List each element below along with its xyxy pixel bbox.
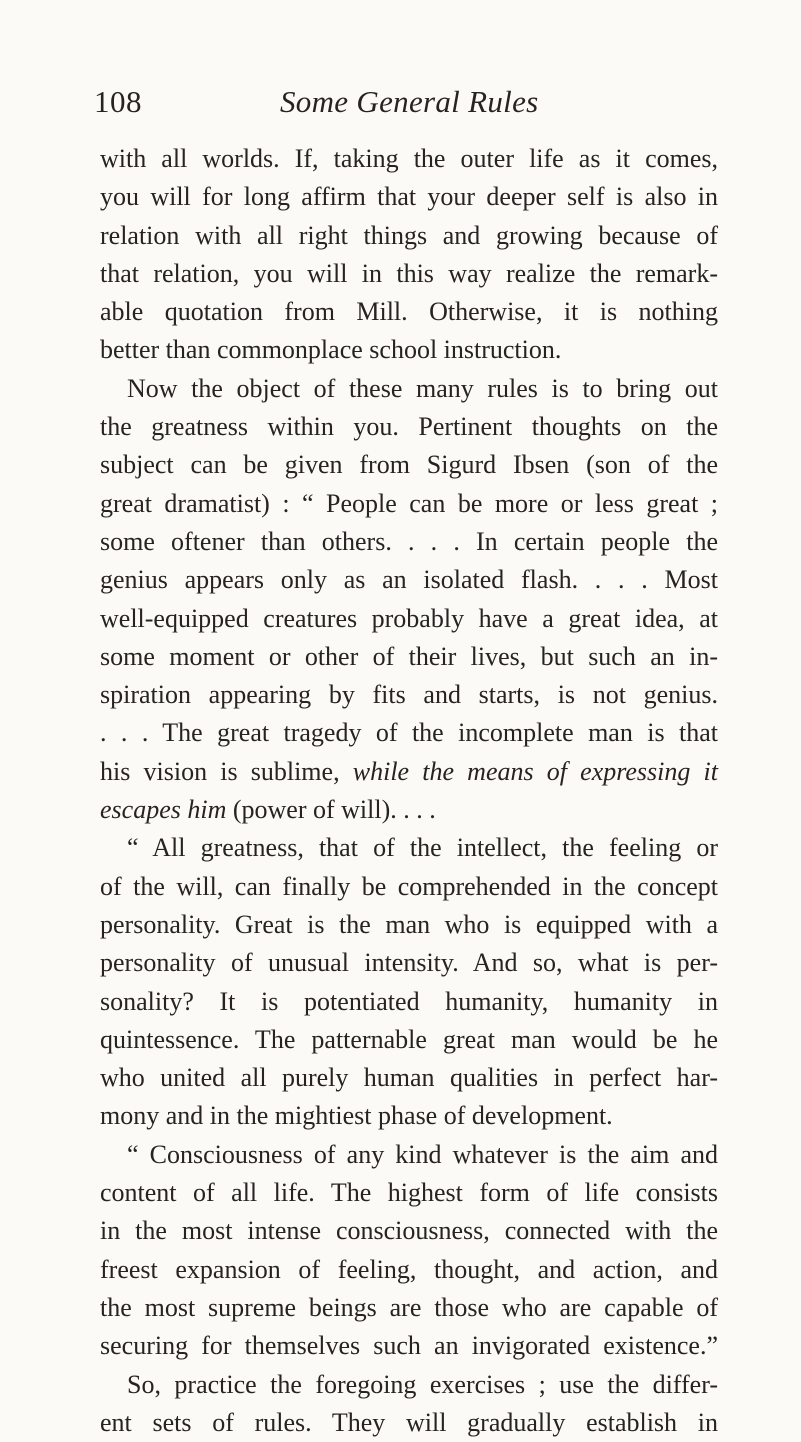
text-line [100, 906, 718, 944]
text-line [100, 293, 718, 331]
text-line [100, 370, 718, 408]
text-line [100, 485, 718, 523]
text-line-content: his vision is sublime, while the means of expressing it [100, 756, 719, 786]
text-line-content: “ All greatness, that of the intellect, the feeling or [127, 833, 718, 863]
text-line-content: securing for themselves such an invigorated existence.” [100, 1331, 718, 1361]
text-line [100, 753, 718, 791]
text-line-content: of the will, can finally be comprehended in the concept [100, 871, 718, 901]
text-line-content: you will for long affirm that your deeper self is also in [100, 182, 718, 212]
text-line-content: ent sets of rules. They will gradually establish in [100, 1407, 718, 1437]
text-line-content: subject can be given from Sigurd Ibsen (son of the [100, 450, 718, 480]
text-line [100, 561, 718, 599]
text-line-content: content of all life. The highest form of life consists [100, 1178, 718, 1208]
text-line-content: that relation, you will in this way realize the remark- [100, 258, 718, 288]
text-line [100, 1251, 718, 1289]
text-line [100, 217, 718, 255]
text-line [100, 1404, 718, 1442]
text-line-content: “ Consciousness of any kind whatever is the aim and [127, 1139, 718, 1169]
text-line-content: sonality? It is potentiated humanity, humanity in [100, 986, 718, 1016]
text-line-content: personality. Great is the man who is equipped with a [100, 909, 718, 939]
text-line [100, 1059, 718, 1097]
text-line-content: with all worlds. If, taking the outer life as it comes, [100, 144, 718, 173]
text-line-content: genius appears only as an isolated flash. . . . Most [100, 565, 718, 595]
text-line-content: great dramatist) : “ People can be more or less great ; [100, 488, 718, 518]
text-line [100, 1174, 718, 1212]
text-line-content: better than commonplace school instruction. [100, 335, 562, 365]
text-line [100, 676, 718, 714]
text-line-content: Now the object of these many rules is to bring out [127, 373, 718, 403]
text-line-content: . . . The great tragedy of the incomplete man is that [100, 718, 718, 748]
text-line [100, 791, 718, 829]
text-line [100, 638, 718, 676]
running-head: Some General Rules [280, 84, 539, 119]
text-line [100, 446, 718, 484]
text-line-content: So, practice the foregoing exercises ; use the differ- [127, 1369, 718, 1399]
body-text [100, 140, 718, 1442]
text-line [100, 1327, 718, 1365]
page-number: 108 [94, 84, 142, 119]
text-line-content: who united all purely human qualities in perfect har- [100, 1063, 718, 1093]
text-line [100, 523, 718, 561]
text-line-content: in the most intense consciousness, connected with the [100, 1216, 718, 1246]
text-line-content: spiration appearing by fits and starts, is not genius. [100, 680, 718, 710]
text-line-content: relation with all right things and growing because of [100, 220, 718, 250]
text-line-content: escapes him (power of will). . . . [100, 795, 436, 825]
text-line [100, 140, 718, 178]
text-line [100, 600, 718, 638]
text-line-content: mony and in the mightiest phase of development. [100, 1101, 613, 1131]
text-line [100, 1097, 718, 1135]
text-line [100, 1136, 718, 1174]
text-line [100, 983, 718, 1021]
text-line [100, 944, 718, 982]
text-line-content: quintessence. The patternable great man would be he [100, 1024, 718, 1054]
text-line [100, 1021, 718, 1059]
text-line [100, 331, 718, 369]
text-line [100, 1212, 718, 1250]
text-line [100, 714, 718, 752]
text-line-content: freest expansion of feeling, thought, and action, and [100, 1254, 718, 1284]
text-line [100, 255, 718, 293]
text-line [100, 1366, 718, 1404]
text-line [100, 408, 718, 446]
text-line [100, 868, 718, 906]
text-line-content: personality of unusual intensity. And so, what is per- [100, 948, 718, 978]
page-header [94, 84, 734, 124]
text-line [100, 178, 718, 216]
text-line-content: the greatness within you. Pertinent thoughts on the [100, 412, 718, 442]
text-line-content: some oftener than others. . . . In certain people the [100, 526, 718, 556]
text-line [100, 1289, 718, 1327]
text-line-content: able quotation from Mill. Otherwise, it is nothing [100, 297, 718, 327]
text-line [100, 829, 718, 867]
text-line-content: some moment or other of their lives, but such an in- [100, 641, 718, 671]
text-line-content: the most supreme beings are those who are capable of [100, 1292, 718, 1322]
text-line-content: well-equipped creatures probably have a great idea, at [100, 603, 718, 633]
